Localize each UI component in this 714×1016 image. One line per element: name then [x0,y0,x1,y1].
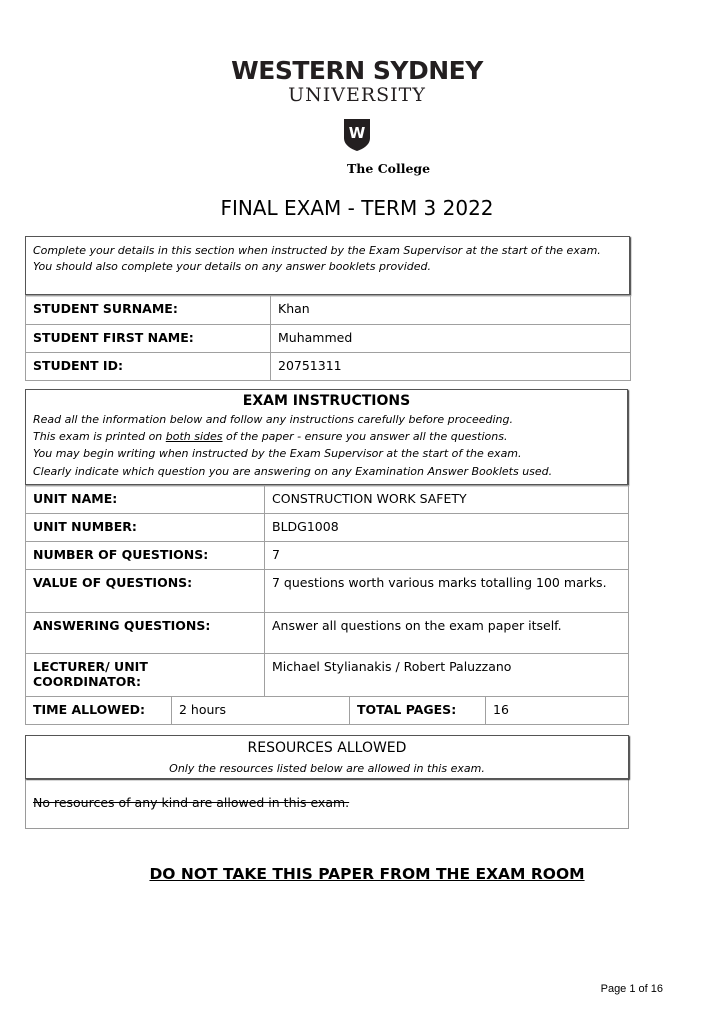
svg-text:W: W [348,124,366,142]
surname-value[interactable]: Khan [271,296,631,325]
university-crest-icon [343,118,371,152]
table-row [26,697,629,725]
exam-title: FINAL EXAM - TERM 3 2022 [220,196,494,220]
college-name: The College [347,161,431,176]
table-row [26,486,629,514]
answering-questions-label: ANSWERING QUESTIONS: [26,613,265,654]
unit-info-table [25,485,629,697]
first-name-label: STUDENT FIRST NAME: [26,325,271,353]
number-of-questions-value: 7 [265,542,629,570]
lecturer-label: LECTURER/ UNIT COORDINATOR: [26,654,265,697]
unit-name-label: UNIT NAME: [26,486,265,514]
table-row [26,296,631,325]
total-pages-label: TOTAL PAGES: [350,697,486,725]
resources-header-box [25,735,629,779]
total-pages-value: 16 [486,697,629,725]
value-of-questions-label: VALUE OF QUESTIONS: [26,570,265,613]
resources-subtitle: Only the resources listed below are allowed in this exam. [169,762,485,775]
table-row [26,353,631,381]
unit-number-value: BLDG1008 [265,514,629,542]
student-details-table [25,295,631,381]
details-note-line2: You should also complete your details on any answer booklets provided. [33,260,432,273]
both-sides-emphasis: both sides [165,430,223,443]
university-logo-wordmark: WESTERN SYDNEY [231,56,483,85]
exam-instructions-box [25,389,628,485]
details-instruction-box [25,236,630,295]
table-row [26,542,629,570]
resources-title: RESOURCES ALLOWED [247,740,407,756]
page-number: Page 1 of 16 [600,983,663,995]
number-of-questions-label: NUMBER OF QUESTIONS: [26,542,265,570]
instructions-line2: This exam is printed on both sides of the paper - ensure you answer all the questions. [33,430,508,443]
value-of-questions-value: 7 questions worth various marks totalling 100 marks. [265,570,629,613]
instructions-line4: Clearly indicate which question you are answering on any Examination Answer Booklets used. [33,465,553,478]
unit-name-value: CONSTRUCTION WORK SAFETY [265,486,629,514]
student-id-value[interactable]: 20751311 [271,353,631,381]
details-note-line1: Complete your details in this section when instructed by the Exam Supervisor at the start of the exam. [33,244,601,257]
instructions-line3: You may begin writing when instructed by the Exam Supervisor at the start of the exam. [33,447,522,460]
instructions-line1: Read all the information below and follow any instructions carefully before proceeding. [33,413,513,426]
surname-label: STUDENT SURNAME: [26,296,271,325]
time-allowed-label: TIME ALLOWED: [26,697,172,725]
time-pages-table [25,696,629,725]
university-logo-subtitle: UNIVERSITY [288,84,426,106]
table-row [26,514,629,542]
exam-instructions-title: EXAM INSTRUCTIONS [242,393,411,409]
table-row [26,654,629,697]
student-id-label: STUDENT ID: [26,353,271,381]
answering-questions-value: Answer all questions on the exam paper itself. [265,613,629,654]
first-name-value[interactable]: Muhammed [271,325,631,353]
time-allowed-value: 2 hours [172,697,350,725]
lecturer-value: Michael Stylianakis / Robert Paluzzano [265,654,629,697]
table-row [26,613,629,654]
table-row [26,325,631,353]
resources-content: No resources of any kind are allowed in this exam. [33,795,350,810]
unit-number-label: UNIT NUMBER: [26,514,265,542]
do-not-take-warning: DO NOT TAKE THIS PAPER FROM THE EXAM ROOM [149,865,585,883]
table-row [26,570,629,613]
